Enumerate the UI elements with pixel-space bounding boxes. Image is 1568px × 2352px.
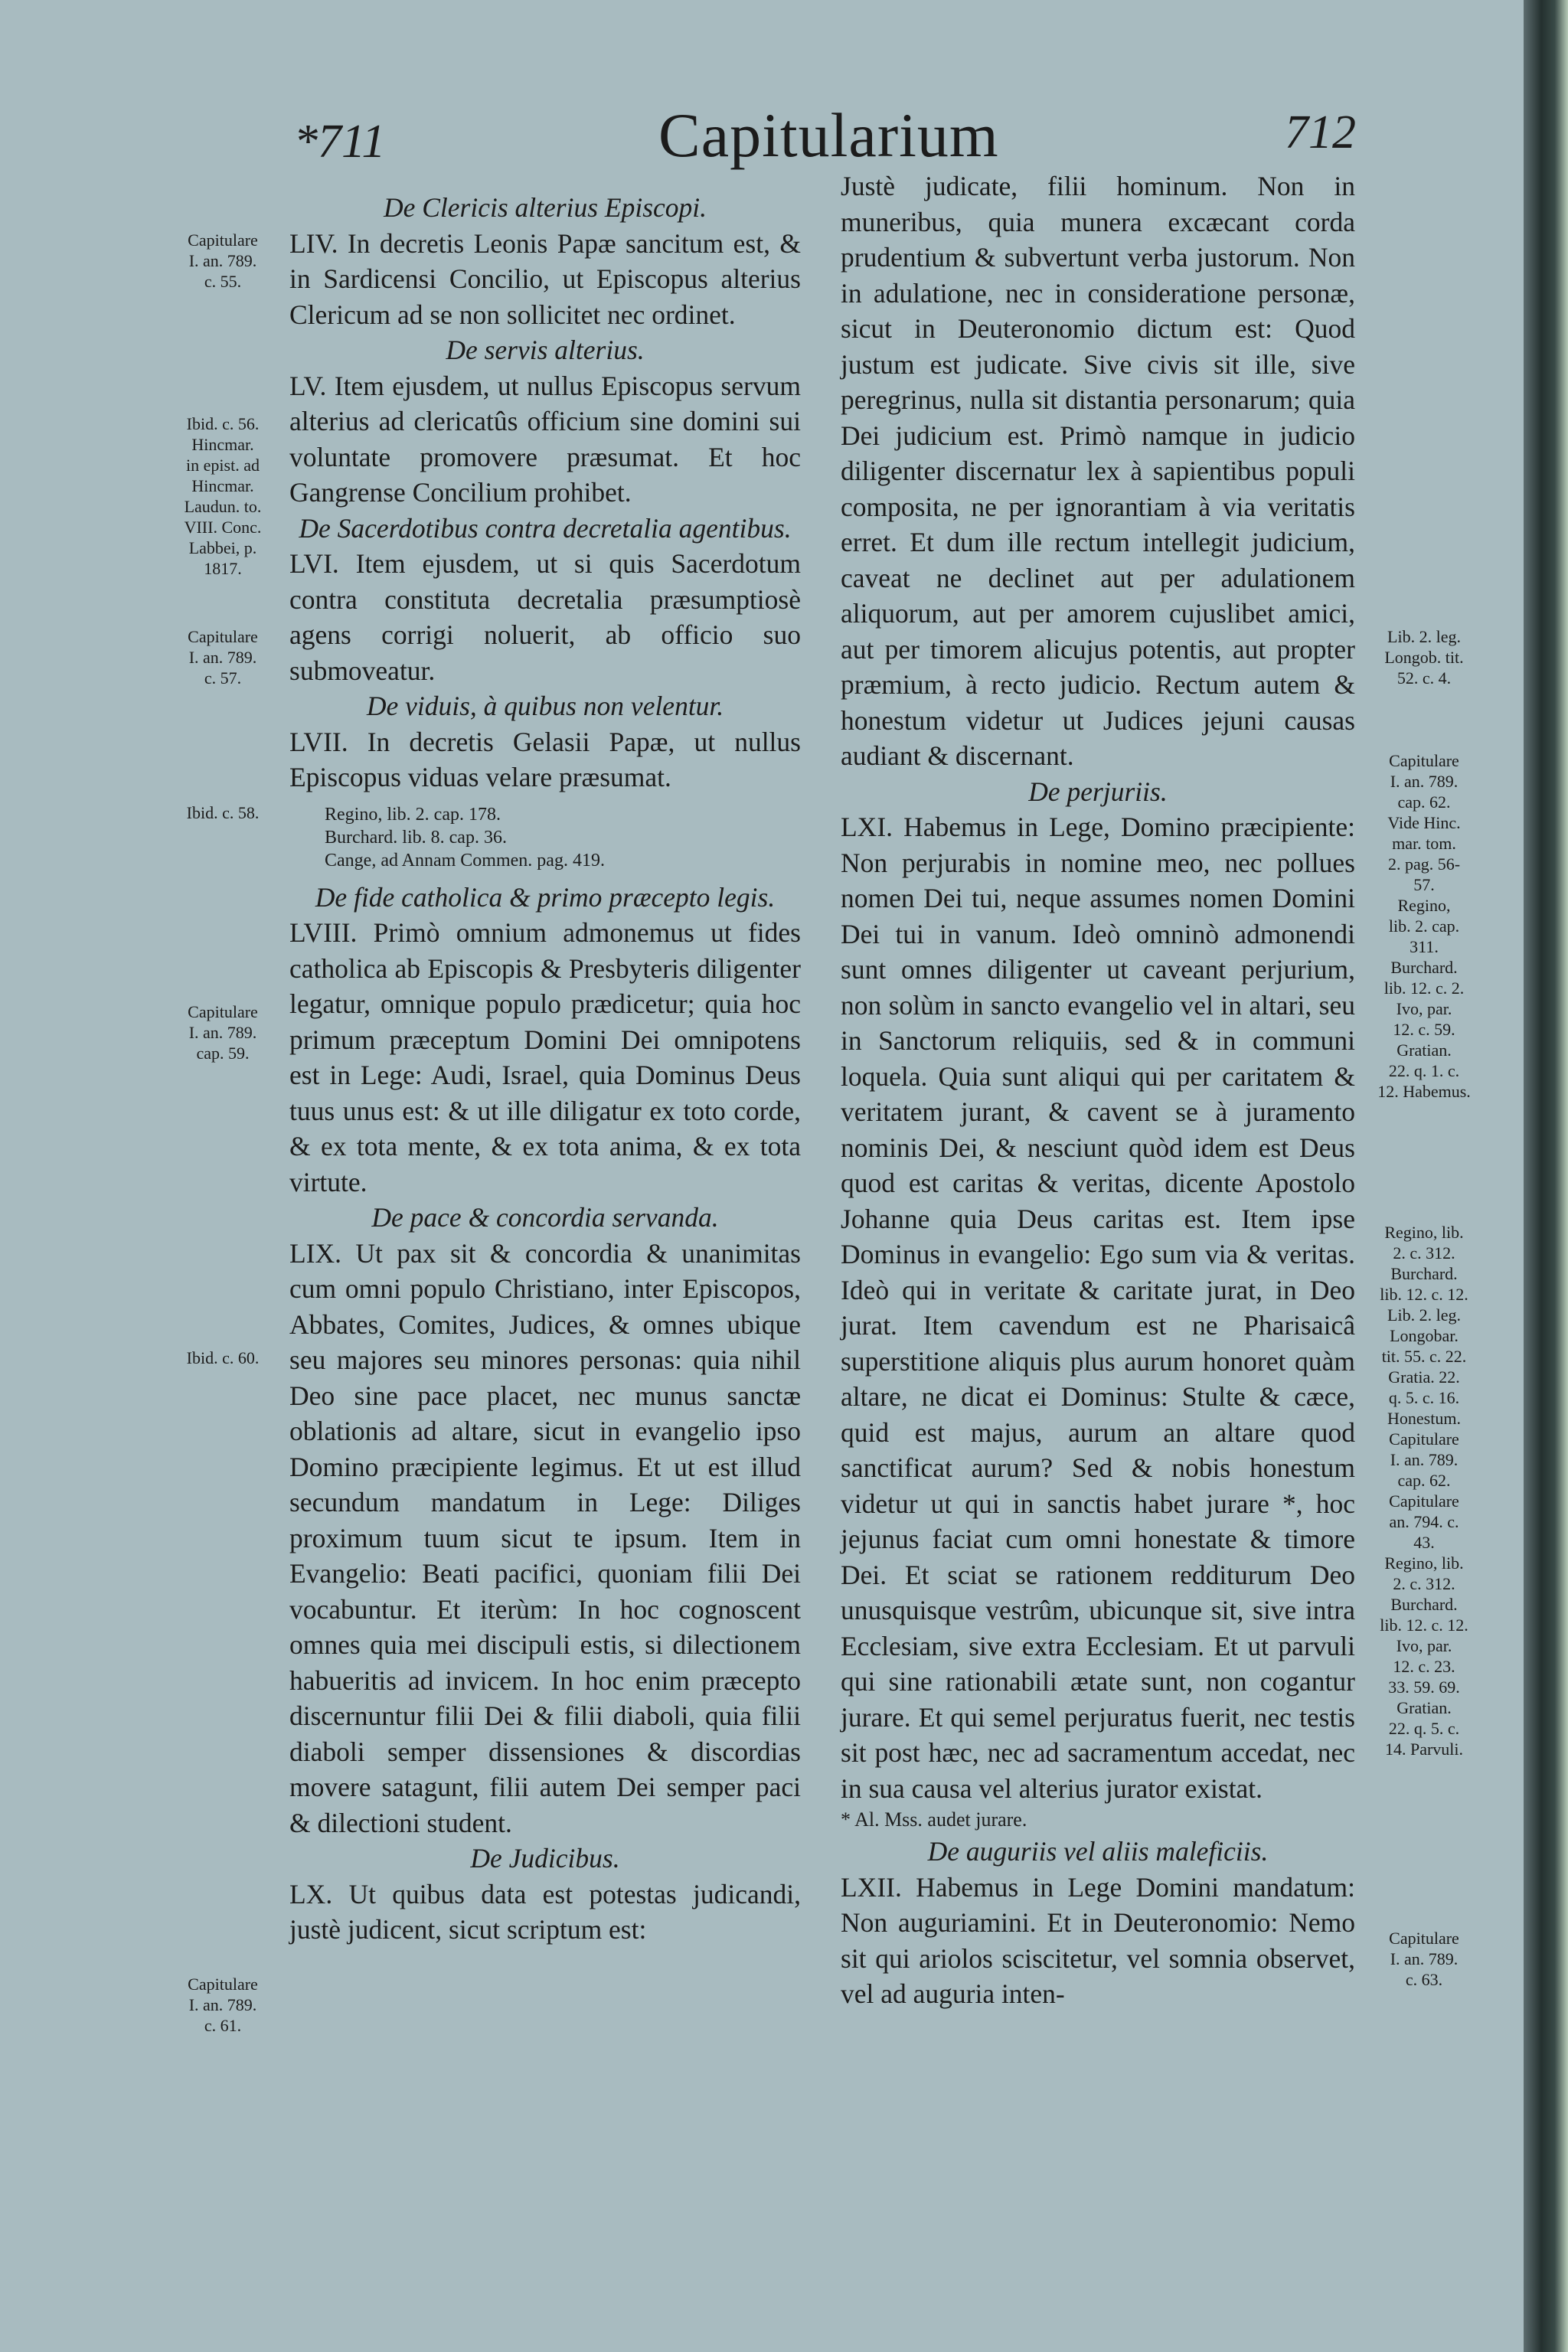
- chapter-text: LVI. Item ejusdem, ut si quis Sacerdotum contra constituta decretalia præsumptiosè agens corrigi noluerit, ab officio suo submoveatur.: [289, 548, 801, 686]
- margin-note: Regino, lib. 2. c. 312. Burchard. lib. 12. c. 12. Lib. 2. leg. Longobar. tit. 55. c. 22. Gratia. 22. q. 5. c. 16. Honestum. Capitulare I. an. 789. cap. 62. Capitulare an. 794. c. 43. Regino, lib. 2. c. 312. Burchard. lib. 12. c. 12. Ivo, par. 12. c. 23. 33. 59. 69. Gratian. 22. q. 5. c. 14. Parvuli.: [1380, 1223, 1468, 1759]
- adjacent-page-edge: [1528, 0, 1568, 2352]
- chapter-text: LIX. Ut pax sit & concordia & unanimitas cum omni populo Christiano, inter Episcopos, Abbates, Comites, Judices, & omnes ubique seu majores seu minores personas: quia nihil Deo sine pace placet, nec munus sanctæ oblationis ad altare, sicut in evangelio ipso Domino præcipiente legimus. Et ut est illud secundum mandatum in Lege: Diliges proximum tuum sicut te ipsum. Item in Evangelio: Beati pacifici, quoniam filii Dei vocabuntur. Et iterùm: In hoc cognoscent omnes quia mei discipuli estis, si dilectionem habueritis ad invicem. In hoc enim præcepto discernuntur filii Dei & filii diaboli, quia filii diaboli semper dissensiones & discordias movere satagunt, filii autem Dei semper paci & dilectioni student.: [289, 1237, 801, 1838]
- section-heading: De pace & concordia servanda.: [371, 1202, 719, 1233]
- chapter-text: LIV. In decretis Leonis Papæ sancitum est, & in Sardicensi Concilio, ut Episcopus alterius Clericum ad se non sollicitet nec ordinet.: [289, 227, 801, 330]
- chapter-text: LXI. Habemus in Lege, Domino præcipiente: Non perjurabis in nomine meo, nec pollues nomen Dei tui, neque assumes nomen Domini Dei tui in vanum. Ideò omninò admonendi sunt omnes diligenter ut caveant perjurium, non solùm in sancto evangelio vel in altari, seu in Sanctorum reliquiis, sed & in communi loquela. Quia sunt aliqui qui per caritatem & veritatem jurant, & cavent se à juramento nominis Dei, & nesciunt quòd idem est Deus quod est caritas & veritas, dicente Apostolo Johanne quia Deus caritas est. Item ipse Dominus in evangelio: Ego sum via & veritas. Ideò qui in veritate & caritate jurat, in Deo jurat. Item cavendum est ne Pharisaicâ superstitione aliquis plus aurum honoret quàm altare, ne dicat ei Dominus: Stulte & cæce, quid est majus, aurum an altare quod sanctificat aurum? Sed & nobis honestum videtur ut qui in sanctis habet jurare *, hoc jejunus faciat cum omni honestate & timore Dei. Et sciat se rationem redditurum Deo unusquisque vestrûm, ubicunque sit, sive intra Ecclesiam, sive extra Ecclesiam. Et ut parvuli qui sine rationabili ætate sunt, non cogantur jurare. Et qui semel perjuratus fuerit, nec testis sit post hæc, nec ad sacramentum accedat, nec in sua causa vel alterius jurator existat.: [841, 812, 1355, 1804]
- chapter-text: LV. Item ejusdem, ut nullus Episcopus servum alterius ad clericatûs officium sine domini sui voluntate promovere præsumat. Et hoc Gangrense Concilium prohibet.: [289, 370, 801, 508]
- reference-line: Cange, ad Annam Commen. pag. 419.: [325, 850, 605, 871]
- section-heading: De servis alterius.: [446, 335, 645, 365]
- running-title: Capitularium: [658, 100, 999, 170]
- margin-note: Ibid. c. 56. Hincmar. in epist. ad Hincmar. Laudun. to. VIII. Conc. Labbei, p. 1817.: [184, 414, 262, 578]
- margin-note: Capitulare I. an. 789. c. 63.: [1389, 1929, 1459, 1989]
- chapter-text: LVIII. Primò omnium admonemus ut fides catholica ab Episcopis & Presbyteris diligenter legatur, omnique populo prædicetur; quia hoc primum præceptum Domini Dei omnipotens est in Lege: Audi, Israel, quia Dominus Deus tuus unus est: & ut ille diligatur ex toto corde, & ex tota mente, & ex tota anima, & ex tota virtute.: [289, 917, 801, 1197]
- page-header: [0, 92, 1524, 176]
- margin-note: Ibid. c. 60.: [186, 1348, 260, 1367]
- section-heading: De Sacerdotibus contra decretalia agentibus.: [299, 512, 792, 544]
- right-column: [841, 168, 1355, 2012]
- chapter-text: Justè judicate, filii hominum. Non in muneribus, quia munera excæcant corda prudentium & subvertunt verba justorum. Non in adulatione, nec in consideratione personæ, sicut in Deuteronomio dictum est: Quod justum est judicate. Sive civis sit ille, sive peregrinus, nulla sit distantia personarum; quia Dei judicium est. Primò namque in judicio diligenter discernatur lex à sapientibus populi composita, ne per ignorantiam à via veritatis erret. Et dum ille rectum intellegit judicium, caveat ne declinet aut per adulationem aliquorum, aut per amorem cujuslibet amici, aut per timorem alicujus potentis, aut propter præmium, à recto judicio. Rectum autem & honestum videtur ut Judices jejuni causas audiant & discernant.: [841, 171, 1355, 771]
- margin-note: Capitulare I. an. 789. c. 61.: [188, 1975, 258, 2035]
- section-heading: De fide catholica & primo præcepto legis.: [315, 881, 776, 913]
- margin-note: Capitulare I. an. 789. cap. 59.: [188, 1002, 258, 1063]
- section-heading: De auguriis vel aliis maleficiis.: [927, 1836, 1269, 1867]
- reference-line: Regino, lib. 2. cap. 178.: [325, 804, 501, 825]
- left-column: [289, 190, 801, 1948]
- margin-note: Capitulare I. an. 789. c. 55.: [188, 230, 258, 291]
- reference-line: Burchard. lib. 8. cap. 36.: [325, 827, 507, 848]
- margin-note: Capitulare I. an. 789. cap. 62. Vide Hinc. mar. tom. 2. pag. 56- 57. Regino, lib. 2. cap. 311. Burchard. lib. 12. c. 2. Ivo, par. 12. c. 59. Gratian. 22. q. 1. c. 12. Habemus.: [1377, 751, 1471, 1101]
- chapter-text: LXII. Habemus in Lege Domini mandatum: Non auguriamini. Et in Deuteronomio: Nemo sit qui ariolos sciscitetur, vel somnia observet, vel ad auguria inten-: [841, 1871, 1355, 2009]
- page-number-left: *711: [294, 116, 386, 168]
- section-heading: De perjuriis.: [1028, 776, 1168, 807]
- chapter-text: LX. Ut quibus data est potestas judicandi, justè judicent, sicut scriptum est:: [289, 1878, 801, 1945]
- chapter-text: LVII. In decretis Gelasii Papæ, ut nullus Episcopus viduas velare præsumat.: [289, 726, 801, 792]
- section-heading: De Judicibus.: [470, 1843, 620, 1873]
- section-heading: De viduis, à quibus non velentur.: [366, 691, 724, 721]
- section-heading: De Clericis alterius Episcopi.: [383, 192, 707, 223]
- margin-note: Ibid. c. 58.: [186, 803, 260, 822]
- margin-note: Lib. 2. leg. Longob. tit. 52. c. 4.: [1384, 627, 1464, 688]
- page-number-right: 712: [1285, 106, 1356, 158]
- references-block: [325, 803, 801, 872]
- margin-note: Capitulare I. an. 789. c. 57.: [188, 627, 258, 688]
- footnote: * Al. Mss. audet jurare.: [841, 1808, 1027, 1831]
